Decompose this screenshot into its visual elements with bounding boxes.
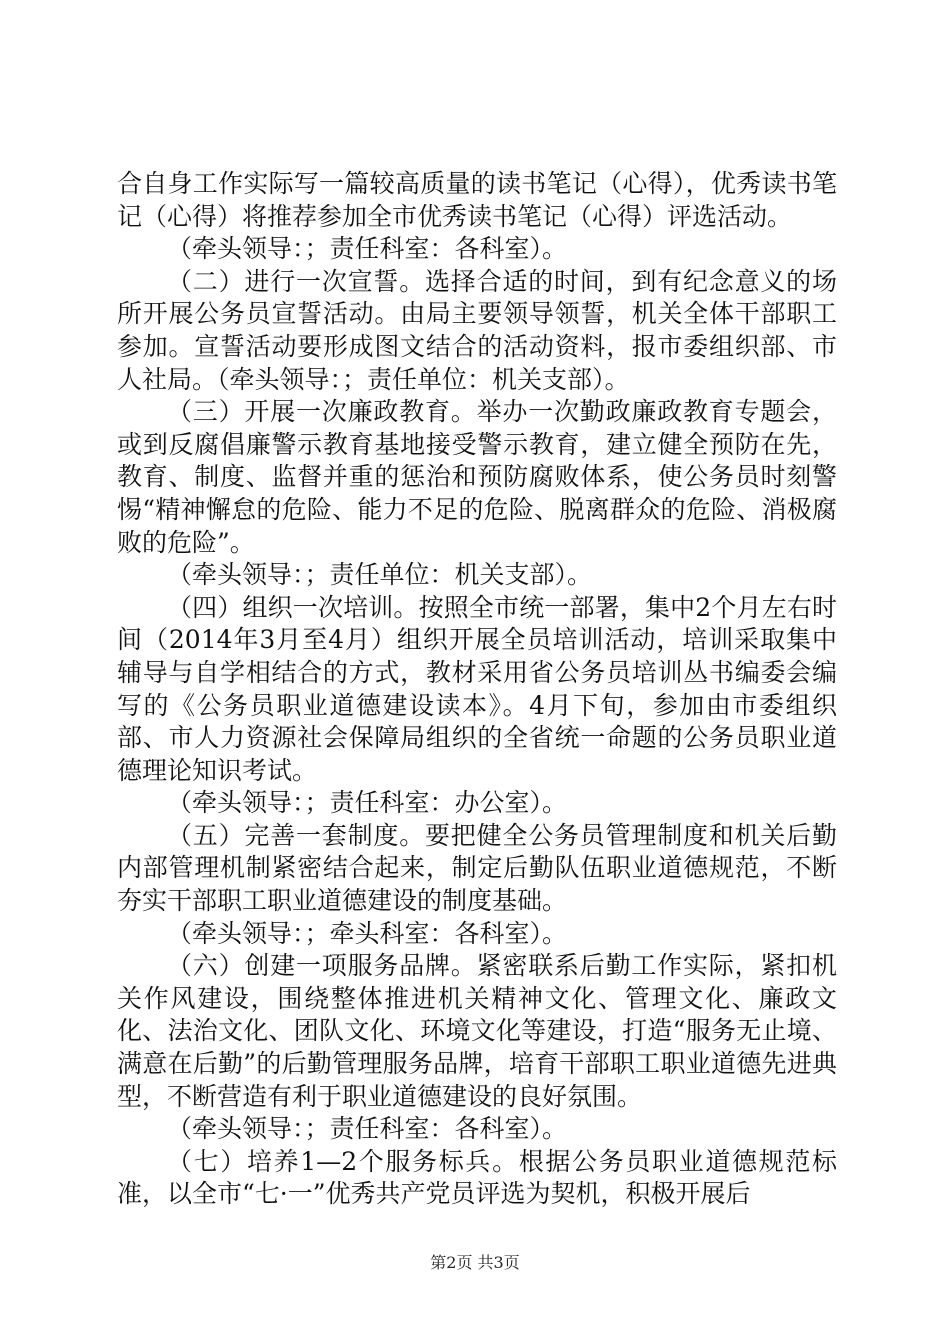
paragraph-3: （二）进行一次宣誓。选择合适的时间，到有纪念意义的场所开展公务员宣誓活动。由局主要领导领誓，机关全体干部职工参加。宣誓活动要形成图文结合的活动资料，报市委组织部、市人社局。（牵头领导：；责任单位：机关支部）。 xyxy=(117,266,837,394)
paragraph-4: （三）开展一次廉政教育。举办一次勤政廉政教育专题会，或到反腐倡廉警示教育基地接受警示教育，建立健全预防在先，教育、制度、监督并重的惩治和预防腐败体系，使公务员时刻警惕“精神懈怠的危险、能力不足的危险、脱离群众的危险、消极腐败的危险”。 xyxy=(117,397,837,557)
paragraph-12: （七）培养1—2个服务标兵。根据公务员职业道德规范标准，以全市“七·一”优秀共产党员评选为契机，积极开展后 xyxy=(117,1146,837,1209)
page-footer xyxy=(0,1250,950,1273)
page-number: 第2页 共3页 xyxy=(430,1253,520,1272)
paragraph-1: 合自身工作实际写一篇较高质量的读书笔记（心得），优秀读书笔记（心得）将推荐参加全市优秀读书笔记（心得）评选活动。 xyxy=(117,169,837,231)
paragraph-11: （牵头领导：；责任科室：各科室）。 xyxy=(167,1114,568,1144)
paragraph-8: （五）完善一套制度。要把健全公务员管理制度和机关后勤内部管理机制紧密结合起来，制定后勤队伍职业道德规范，不断夯实干部职工职业道德建设的制度基础。 xyxy=(117,820,837,916)
paragraph-6: （四）组织一次培训。按照全市统一部署，集中2个月左右时间（2014年3月至4月）组织开展全员培训活动，培训采取集中辅导与自学相结合的方式，教材采用省公务员培训丛书编委会编写的《公务员职业道德建设读本》。4月下旬，参加由市委组织部、市人力资源社会保障局组织的全省统一命题的公务员职业道德理论知识考试。 xyxy=(117,592,837,785)
paragraph-9: （牵头领导：；牵头科室：各科室）。 xyxy=(167,918,568,948)
paragraph-10: （六）创建一项服务品牌。紧密联系后勤工作实际，紧扣机关作风建设，围绕整体推进机关精神文化、管理文化、廉政文化、法治文化、团队文化、环境文化等建设，打造“服务无止境、满意在后勤”的后勤管理服务品牌，培育干部职工职业道德先进典型，不断营造有利于职业道德建设的良好氛围。 xyxy=(117,951,837,1111)
paragraph-2: （牵头领导：；责任科室：各科室）。 xyxy=(167,234,568,264)
document-body xyxy=(117,168,837,1211)
paragraph-5: （牵头领导：；责任单位：机关支部）。 xyxy=(167,560,593,590)
paragraph-7: （牵头领导：；责任科室：办公室）。 xyxy=(167,788,568,818)
